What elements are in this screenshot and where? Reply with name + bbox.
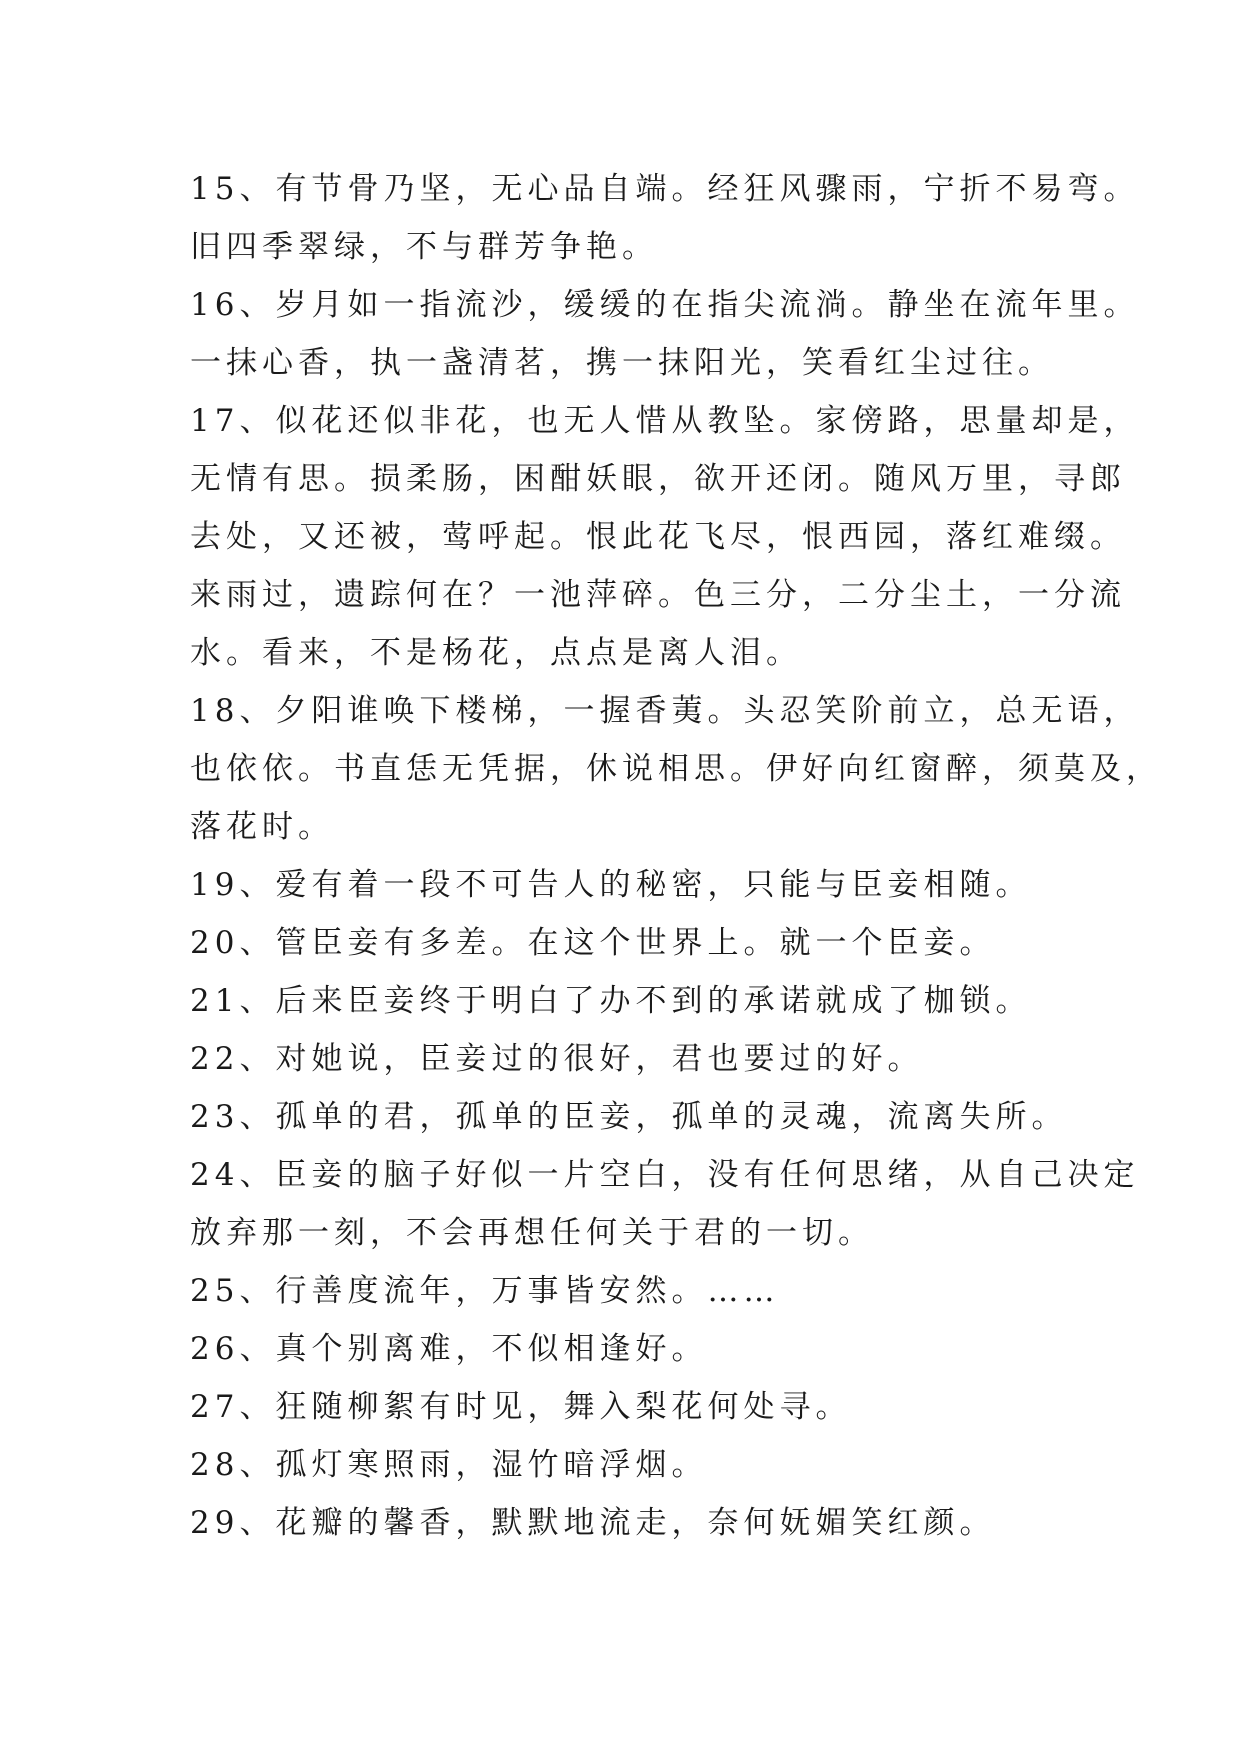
text-line: 23、孤单的君，孤单的臣妾，孤单的灵魂，流离失所。: [190, 1099, 1068, 1135]
text-line: 19、爱有着一段不可告人的秘密，只能与臣妾相随。: [190, 867, 1032, 903]
text-line: 去处，又还被，莺呼起。恨此花飞尽，恨西园，落红难缀。: [190, 519, 1126, 555]
text-line: 无情有思。损柔肠，困酣妖眼，欲开还闭。随风万里，寻郎: [190, 461, 1126, 497]
text-line: 28、孤灯寒照雨，湿竹暗浮烟。: [190, 1447, 708, 1483]
text-line: 一抹心香，执一盏清茗，携一抹阳光，笑看红尘过往。: [190, 345, 1054, 381]
text-line: 26、真个别离难，不似相逢好。: [190, 1331, 708, 1367]
text-line: 24、臣妾的脑子好似一片空白，没有任何思绪，从自己决定: [190, 1157, 1140, 1193]
text-line: 来雨过，遗踪何在？一池萍碎。色三分，二分尘土，一分流: [190, 577, 1126, 613]
text-line: 21、后来臣妾终于明白了办不到的承诺就成了枷锁。: [190, 983, 1032, 1019]
text-line: 20、管臣妾有多差。在这个世界上。就一个臣妾。: [190, 925, 996, 961]
document-body: [190, 160, 1162, 1552]
text-line: 25、行善度流年，万事皆安然。……: [190, 1273, 780, 1309]
text-line: 16、岁月如一指流沙，缓缓的在指尖流淌。静坐在流年里。: [190, 287, 1140, 323]
text-line: 17、似花还似非花，也无人惜从教坠。家傍路，思量却是，: [190, 403, 1140, 439]
text-line: 15、有节骨乃坚，无心品自端。经狂风骤雨，宁折不易弯。: [190, 171, 1140, 207]
text-line: 22、对她说，臣妾过的很好，君也要过的好。: [190, 1041, 924, 1077]
text-line: 18、夕阳谁唤下楼梯，一握香荑。头忍笑阶前立，总无语，: [190, 693, 1140, 729]
text-line: 放弃那一刻，不会再想任何关于君的一切。: [190, 1215, 874, 1251]
text-line: 27、狂随柳絮有时见，舞入梨花何处寻。: [190, 1389, 852, 1425]
text-line: 也依依。书直恁无凭据，休说相思。伊好向红窗醉，须莫及，: [190, 751, 1162, 787]
text-line: 落花时。: [190, 809, 334, 845]
text-line: 水。看来，不是杨花，点点是离人泪。: [190, 635, 802, 671]
text-line: 旧四季翠绿，不与群芳争艳。: [190, 229, 658, 265]
text-line: 29、花瓣的馨香，默默地流走，奈何妩媚笑红颜。: [190, 1505, 996, 1541]
